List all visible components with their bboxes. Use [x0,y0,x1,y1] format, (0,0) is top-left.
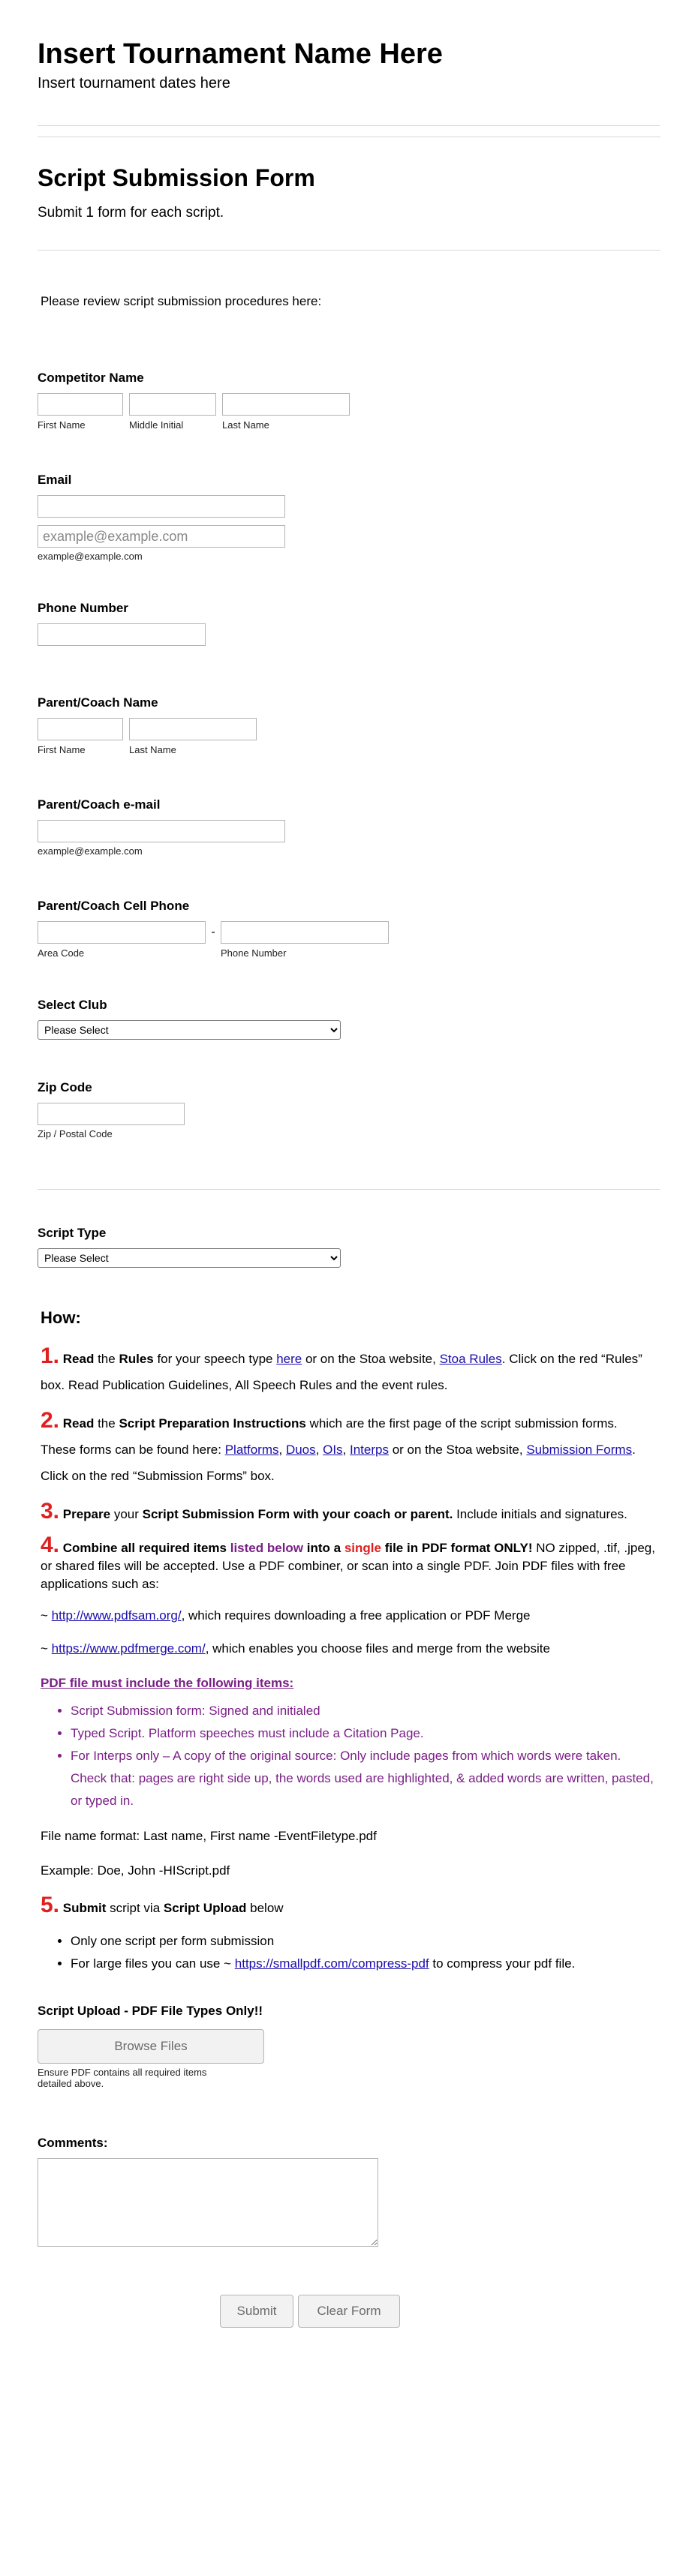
parent-email-section [38,797,660,857]
step-text: below [246,1901,284,1915]
upload-note: Ensure PDF contains all required items detailed above. [38,2067,207,2089]
parent-last-name-input[interactable] [129,718,257,740]
upload-section [38,2004,660,2089]
filename-example: Example: Doe, John -HIScript.pdf [41,1863,230,1878]
list-item: • Script Submission form: Signed and initialed [71,1700,656,1722]
parent-email-input[interactable] [38,820,285,842]
middle-initial-input[interactable] [129,393,216,416]
phone-input[interactable] [38,623,206,646]
sub-label: example@example.com [38,845,143,857]
how-section [38,1308,660,1975]
step-number: 2. [41,1408,60,1433]
step-text: Include initials and signatures. [453,1507,627,1521]
field-label: Zip Code [38,1080,92,1094]
interps-link[interactable]: Interps [350,1443,389,1457]
step-combine: Combine all required items [62,1541,227,1555]
step-text: , which enables you choose files and merge from the website [205,1641,550,1656]
list-item: • Typed Script. Platform speeches must include a Citation Page. [71,1722,656,1745]
phone-separator: - [211,926,215,938]
step-number: 3. [41,1499,60,1524]
divider [38,125,660,126]
required-items-list [71,1700,656,1812]
step-text: , [342,1443,350,1457]
stoa-rules-link[interactable]: Stoa Rules [439,1352,502,1366]
divider [38,1189,660,1190]
step-text: , which requires downloading a free application or PDF Merge [181,1608,531,1623]
script-type-select[interactable] [38,1248,341,1268]
step-prepare: Prepare [62,1507,111,1521]
filename-format: File name format: Last name, First name -EventFiletype.pdf [41,1829,377,1843]
form-actions [38,2295,660,2328]
step-single: single [344,1541,381,1555]
submit-button[interactable]: Submit [220,2295,293,2328]
parent-cell-section [38,899,660,959]
sub-label: First Name [38,419,86,431]
email-input[interactable] [38,495,285,518]
step-submit: Submit [62,1901,107,1915]
step-text: for your speech type [153,1352,277,1366]
club-section [38,998,660,1040]
how-title: How: [41,1308,81,1327]
smallpdf-link[interactable]: https://smallpdf.com/compress-pdf [234,1956,429,1971]
email-section [38,473,660,562]
step-1 [41,1343,656,1398]
step-text: your [110,1507,143,1521]
zip-input[interactable] [38,1103,185,1125]
sub-label: Area Code [38,947,85,959]
field-label: Comments: [38,2136,108,2150]
review-text: Please review script submission procedures here: [41,294,322,308]
competitor-name-section [38,371,660,431]
club-select[interactable] [38,1020,341,1040]
browse-files-button[interactable]: Browse Files [38,2029,264,2064]
form-subtitle: Submit 1 form for each script. [38,205,224,221]
step-bold: Script Preparation Instructions [119,1416,306,1431]
step-text: or on the Stoa website, [302,1352,440,1366]
step-text: . Click on the red “Rules” box. Read Publication Guidelines, All Speech Rules and the event rules. [41,1352,642,1392]
step-3 [41,1498,656,1527]
step-file: file in PDF format ONLY! [384,1541,533,1555]
comments-section [38,2136,660,2247]
step-4 [41,1533,656,1880]
sub-label: Last Name [222,419,269,431]
form-title: Script Submission Form [38,164,315,191]
parent-name-section [38,695,660,755]
step5-list [71,1930,656,1975]
step-5 [41,1892,656,1975]
step-text: , [278,1443,286,1457]
rules-here-link[interactable]: here [276,1352,302,1366]
step-text: . Click on the red “Submission Forms” box. [41,1443,636,1483]
step-read: Read [62,1352,95,1366]
step-text: script via [106,1901,164,1915]
step-text: or on the Stoa website, [388,1443,527,1457]
field-label: Competitor Name [38,371,144,385]
comments-textarea[interactable] [38,2158,378,2247]
list-item-text: For large files you can use ~ [71,1956,235,1971]
first-name-input[interactable] [38,393,123,416]
clear-form-button[interactable]: Clear Form [298,2295,400,2328]
pdfsam-link[interactable]: http://www.pdfsam.org/ [51,1608,182,1623]
field-label: Script Type [38,1226,107,1240]
list-item-text: to compress your pdf file. [429,1956,576,1971]
phone-number-input[interactable] [221,921,389,944]
must-include-heading: PDF file must include the following items: [41,1676,294,1690]
step-number: 1. [41,1344,60,1368]
step-read: Read [62,1416,95,1431]
field-label: Email [38,473,72,487]
ois-link[interactable]: OIs [323,1443,343,1457]
list-item [71,1953,656,1975]
step-listed: listed below [230,1541,304,1555]
field-label: Parent/Coach e-mail [38,797,161,812]
phone-section [38,601,660,646]
step-text: , [315,1443,323,1457]
step-rules: Rules [119,1352,154,1366]
last-name-input[interactable] [222,393,350,416]
field-label: Select Club [38,998,107,1012]
list-item: • For Interps only – A copy of the original source: Only include pages from which words were taken. Check that: pages are right side up, the words used are highlighted, & added words are written, pasted, or typed in. [71,1745,656,1812]
field-label: Parent/Coach Name [38,695,158,710]
step-number: 4. [41,1533,60,1557]
step-text: the [94,1352,119,1366]
email-confirm-input[interactable] [38,525,285,548]
step-bold: Script Submission Form with your coach or parent. [142,1507,453,1521]
parent-first-name-input[interactable] [38,718,123,740]
sub-label: Zip / Postal Code [38,1128,113,1139]
field-label: Parent/Coach Cell Phone [38,899,190,913]
platforms-link[interactable]: Platforms [224,1443,279,1457]
list-item: • Only one script per form submission [71,1930,656,1953]
step-text: NO zipped, .tif, .jpeg, or shared files will be accepted. Use a PDF combiner, or scan into a single PDF. Join PDF files with free applications such as: [41,1541,655,1591]
area-code-input[interactable] [38,921,206,944]
script-type-section [38,1226,660,1268]
tournament-title: Insert Tournament Name Here [38,38,443,70]
step-upload: Script Upload [163,1901,247,1915]
pdfmerge-link[interactable]: https://www.pdfmerge.com/ [51,1641,206,1656]
tournament-dates: Insert tournament dates here [38,75,230,92]
tilde: ~ [41,1608,52,1623]
step-number: 5. [41,1893,60,1917]
sub-label: Middle Initial [129,419,184,431]
step-2 [41,1407,656,1489]
step-text: which are the first page of the script submission forms. These forms can be found here: [41,1416,618,1457]
zip-section [38,1080,660,1139]
sub-label: example@example.com [38,551,143,562]
sub-label: Phone Number [221,947,287,959]
sub-label: First Name [38,744,86,755]
submission-forms-link[interactable]: Submission Forms [526,1443,633,1457]
divider [38,250,660,251]
sub-label: Last Name [129,744,176,755]
step-into: into a [306,1541,341,1555]
field-label: Phone Number [38,601,128,615]
duos-link[interactable]: Duos [285,1443,316,1457]
field-label: Script Upload - PDF File Types Only!! [38,2004,263,2018]
tilde: ~ [41,1641,52,1656]
step-text: the [94,1416,119,1431]
